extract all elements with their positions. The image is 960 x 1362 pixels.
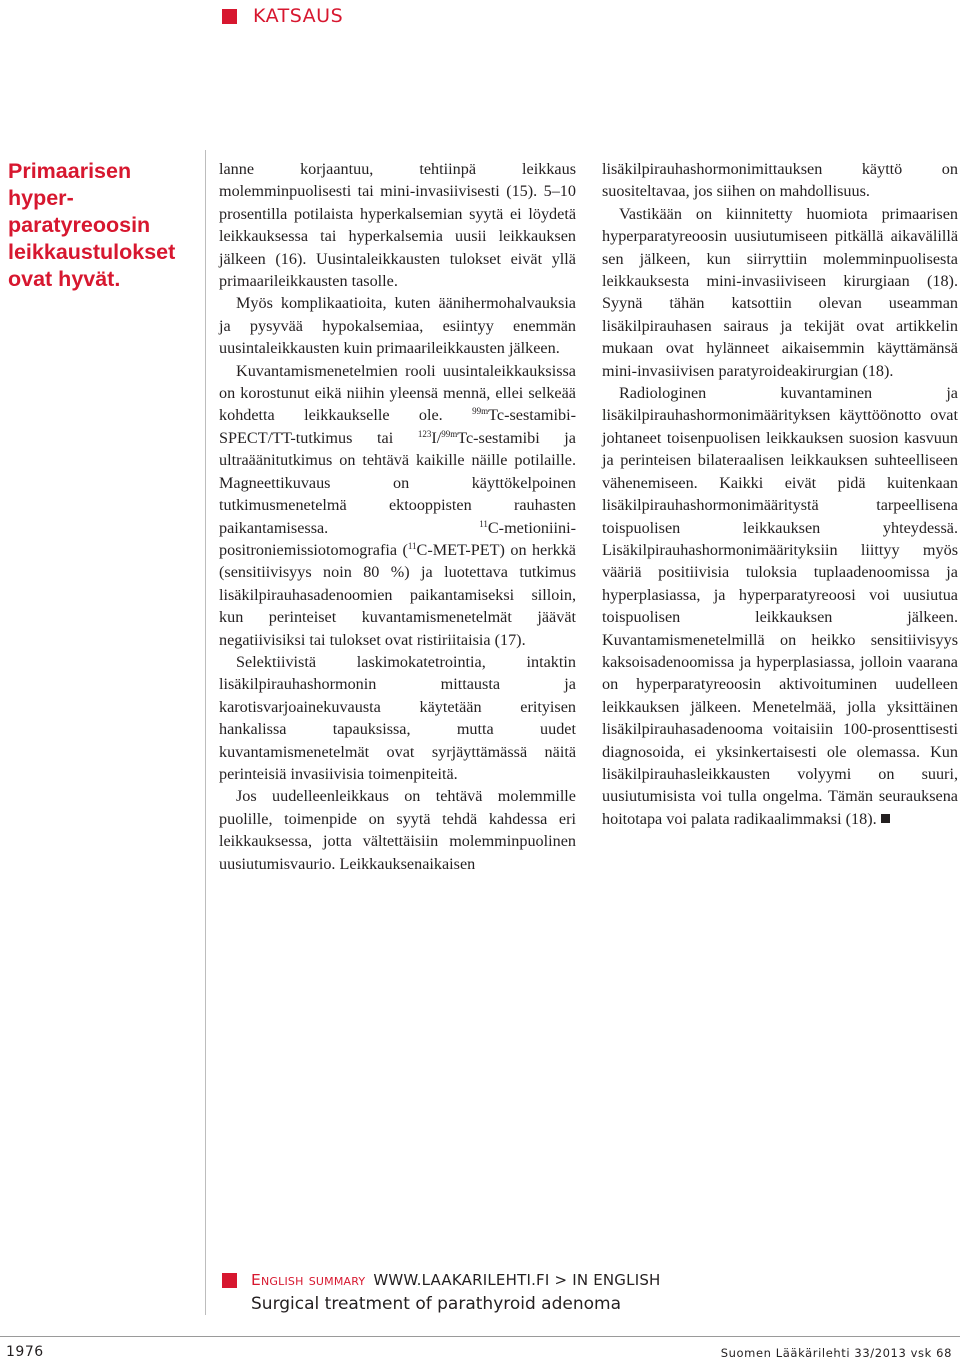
text-column-2 (602, 158, 958, 830)
paragraph: lisäkilpirauhashormonimittauksen käyttö on suositeltavaa, jos siihen on mahdollisuus. (602, 160, 958, 201)
journal-info: Suomen Lääkärilehti 33/2013 vsk 68 (720, 1346, 952, 1360)
paragraph-last: Radiologinen kuvantaminen ja lisäkilpirauhashormonimäärityksen käyttöönotto ovat johtaneet toisenpuolisen leikkauksen suosion kasvuun ja perinteisen bilateraalisen leikkauksen suhteelliseen vähenemiseen. Kaikki eivät pidä kuitenkaan lisäkilpirauhashormonimääritystä tarpeellisena toispuolisen leikkauksen yhteydessä. Lisäkilpirauhashormonimäärityksiin liittyy myös vääriä positiivisia tuloksia tuplaadenoomissa ja hyperplasiassa, ja hyperparatyreoosi voi uusiutua toispuolisen leikkauksen jälkeen. Kuvantamismenetelmillä on heikko sensitiivisyys kaksoisadenoomissa ja hyperplasiassa, jolloin vaarana on hyperparatyreoosin aktivoituminen uudelleen leikkauksen jälkeen. Menetelmää, jolla yksittäinen lisäkilpirauhasadenooma voitaisiin 100-prosenttisesti diagnosoida, ei yksinkertaisesti ole olemassa. Kun lisäkilpirauhasleikkausten volyymi on suuri, uusiutumisista voi tulla ongelma. Tämän seurauksena hoitotapa voi palata radikaalimmaksi (18). (602, 384, 958, 828)
red-square-icon (222, 1273, 237, 1288)
paragraph: lanne korjaantuu, tehtiinpä leikkaus molemminpuolisesti tai mini-invasiivisesti (15). 5–10 prosentilla potilaista hyperkalsemian syytä ei löydetä leikkauksessa tai hyperkalsemia uusii leikkauksen jälkeen (16). Uusintaleikkausten tulokset eivät yllä primaarileikkausten tasolle. (219, 160, 576, 291)
paragraph: Vastikään on kiinnitetty huomiota primaarisen hyperparatyreoosin uusiutumiseen pitkällä aikavälillä sen jälkeen, kun siirryttiin molemminpuolisesta leikkauksesta mini-invasiiviseen kirurgiaan (18). Syynä tähän katsottiin olevan useamman lisäkilpirauhasen sairaus ja tekijät ovat artikkelin mukaan ovat hylänneet aikaisemmin käyttämänsä mini-invasiivisen paratyroideakirurgian (18). (602, 204, 958, 380)
summary-title: Surgical treatment of parathyroid adenoma (251, 1294, 622, 1314)
paragraph-imaging: Kuvantamismenetelmien rooli uusintaleikkauksissa on korostunut eikä niihin yleensä mennä, ellei selkeää kohdetta leikkaukselle ole. $^{99m}$Tc-sestamibi-SPECT/TT-tutkimus tai $^{123}$I/$^{99m}$Tc-sestamibi ja ultraäänitutkimus on tehtävä kaikille näille potilaille. Magneettikuvaus on käyttökelpoinen tutkimusmenetelmä ektooppisten rauhasten paikantamisessa. $^{11}$C-metioniini-positroniemissiotomografia ($^{11}$C-MET-PET) on herkkä (sensitiivisyys noin 80 %) ja luotettava tutkimus lisäkilpirauhasadenoomien paikantamiseksi silloin, kun perinteiset kuvantamismenetelmät jäävät negatiivisiksi tai tulokset ovat ristiriitaisia (17). (219, 361, 576, 649)
paragraph: Selektiivistä laskimokatetrointia, intaktin lisäkilpirauhashormonin mittausta ja karotisvarjoainekuvausta käytetään erityisen hankalissa tapauksissa, mutta uudet kuvantamismenetelmät ovat syrjäyttämässä näitä perinteisiä invasiivisia toimenpiteitä. (219, 652, 576, 783)
paragraph: Myös komplikaatioita, kuten äänihermohalvauksia ja pysyvää hypokalsemiaa, esiintyy enemmän uusintaleikkausten kuin primaarileikkausten jälkeen. (219, 294, 576, 358)
column-divider (205, 150, 206, 1315)
red-square-icon (222, 9, 237, 24)
page-number: 1976 (6, 1344, 44, 1360)
section-header (222, 4, 343, 28)
section-label: KATSAUS (253, 5, 344, 27)
end-mark-icon (881, 814, 890, 823)
paragraph: Jos uudelleenleikkaus on tehtävä molemmille puolille, toimenpide on syytä tehdä kahdessa eri leikkauksessa, jotta vältettäisiin molemminpuolinen uusiutumisvaurio. Leikkauksenaikaisen (219, 787, 576, 873)
pull-quote: Primaarisen hyperparatyreoosin leikkaustulokset ovat hyvät. (8, 159, 176, 291)
summary-label: English summary (251, 1271, 366, 1289)
summary-link[interactable]: WWW.LAAKARILEHTI.FI > IN ENGLISH (373, 1271, 661, 1289)
footer-rule (0, 1336, 960, 1337)
english-summary (222, 1270, 661, 1314)
text-column-1 (219, 158, 576, 875)
